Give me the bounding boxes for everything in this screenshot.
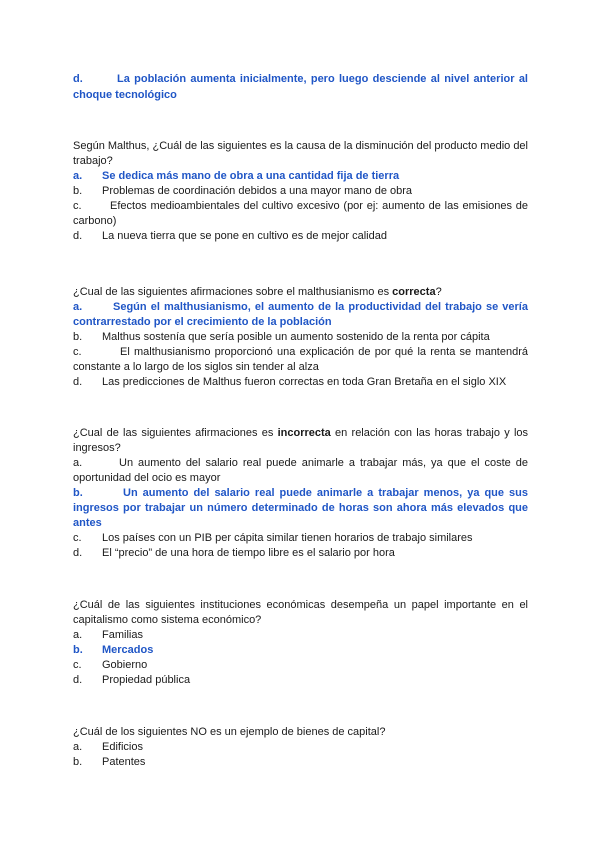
- question-text-post: ?: [435, 286, 442, 298]
- answer-letter: c.: [73, 346, 82, 358]
- question-text-post: en relación con las horas trabajo y los ingresos?: [73, 427, 529, 454]
- question-4: [73, 598, 528, 688]
- answer-letter: b.: [73, 185, 83, 197]
- answer-option-c: [73, 199, 528, 229]
- answer-option-b: [73, 755, 528, 770]
- answer-letter: a.: [73, 301, 83, 313]
- answer-option-b: [73, 486, 528, 531]
- answer-option-c: [73, 345, 528, 375]
- answer-option-d: [73, 673, 528, 688]
- answer-option-b: [73, 184, 528, 199]
- answer-letter: d.: [73, 73, 83, 85]
- answer-text: Problemas de coordinación debidos a una mayor mano de obra: [102, 185, 413, 197]
- question-text: ¿Cuál de los siguientes NO es un ejemplo de bienes de capital?: [73, 726, 386, 738]
- answer-letter: a.: [73, 170, 83, 182]
- answer-option-b: [73, 330, 528, 345]
- answer-text: Un aumento del salario real puede animarle a trabajar menos, ya que sus ingresos por trabajar un número determinado de horas son ahora más elevados que antes: [73, 487, 528, 529]
- question-text: Según Malthus, ¿Cuál de las siguientes es la causa de la disminución del producto medio del trabajo?: [73, 140, 528, 167]
- answer-option-a: [73, 456, 528, 486]
- answer-text: Las predicciones de Malthus fueron correctas en toda Gran Bretaña en el siglo XIX: [102, 376, 507, 388]
- question-2: [73, 285, 528, 390]
- answer-text: Patentes: [102, 756, 146, 768]
- answer-letter: a.: [73, 457, 83, 469]
- answer-option-c: [73, 531, 528, 546]
- answer-text: Mercados: [102, 644, 154, 656]
- answer-text: La nueva tierra que se pone en cultivo es de mejor calidad: [102, 230, 387, 242]
- prev-answer-text: [73, 71, 528, 103]
- question-text: [73, 426, 528, 456]
- answer-option-a: [73, 740, 528, 755]
- answer-letter: a.: [73, 741, 83, 753]
- answer-text: Familias: [102, 629, 143, 641]
- answer-letter: a.: [73, 629, 83, 641]
- question-keyword: incorrecta: [277, 427, 331, 439]
- question-text: ¿Cuál de las siguientes instituciones económicas desempeña un papel importante en el capitalismo como sistema económico?: [73, 599, 528, 626]
- answer-text: Edificios: [102, 741, 143, 753]
- question-3: [73, 426, 528, 561]
- answer-letter: c.: [73, 200, 82, 212]
- answer-letter: d.: [73, 674, 83, 686]
- answer-text: Propiedad pública: [102, 674, 191, 686]
- answer-letter: d.: [73, 376, 83, 388]
- question-keyword: correcta: [392, 286, 436, 298]
- answer-text: El “precio” de una hora de tiempo libre es el salario por hora: [102, 547, 395, 559]
- answer-option-a: [73, 628, 528, 643]
- answer-letter: b.: [73, 644, 83, 656]
- answer-text: Malthus sostenía que sería posible un aumento sostenido de la renta por cápita: [102, 331, 490, 343]
- answer-option-d: [73, 375, 528, 390]
- answer-text: El malthusianismo proporcionó una explicación de por qué la renta se mantendrá constante a lo largo de los siglos sin tender al alza: [73, 346, 528, 373]
- question-text-pre: ¿Cual de las siguientes afirmaciones es: [73, 427, 278, 439]
- question-text: [73, 285, 528, 300]
- question-5: [73, 725, 528, 770]
- question-1: [73, 139, 528, 244]
- answer-letter: b.: [73, 331, 83, 343]
- answer-letter: c.: [73, 532, 82, 544]
- question-text-pre: ¿Cual de las siguientes afirmaciones sobre el malthusianismo es: [73, 286, 393, 298]
- answer-text: Se dedica más mano de obra a una cantidad fija de tierra: [102, 170, 400, 182]
- answer-letter: c.: [73, 659, 82, 671]
- answer-text: Los países con un PIB per cápita similar tienen horarios de trabajo similares: [102, 532, 473, 544]
- answer-text: Según el malthusianismo, el aumento de la productividad del trabajo se vería contrarrestado por el crecimiento de la población: [73, 301, 528, 328]
- answer-option-a: [73, 300, 528, 330]
- answer-letter: d.: [73, 230, 83, 242]
- answer-text: La población aumenta inicialmente, pero luego desciende al nivel anterior al choque tecnológico: [73, 73, 528, 101]
- answer-option-d: [73, 229, 528, 244]
- answer-text: Efectos medioambientales del cultivo excesivo (por ej: aumento de las emisiones de carbono): [73, 200, 528, 227]
- answer-letter: b.: [73, 756, 83, 768]
- prev-answer: [73, 71, 528, 103]
- answer-option-d: [73, 546, 528, 561]
- answer-letter: b.: [73, 487, 83, 499]
- answer-text: Gobierno: [102, 659, 148, 671]
- answer-letter: d.: [73, 547, 83, 559]
- answer-option-a: [73, 169, 528, 184]
- answer-option-c: [73, 658, 528, 673]
- answer-option-b: [73, 643, 528, 658]
- answer-text: Un aumento del salario real puede animarle a trabajar más, ya que el coste de oportunidad del ocio es mayor: [73, 457, 528, 484]
